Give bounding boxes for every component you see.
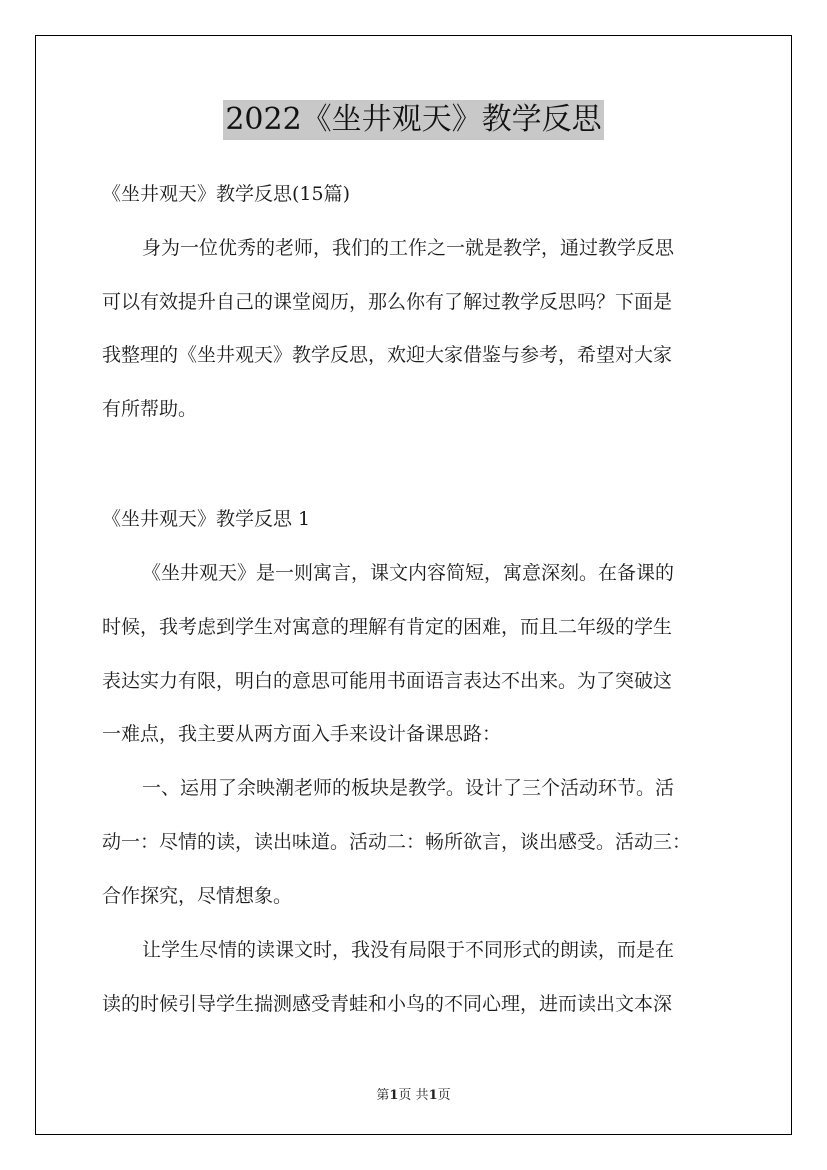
body-line: 时候，我考虑到学生对寓意的理解有肯定的困难，而且二年级的学生 (102, 616, 673, 638)
body-line: 合作探究，尽情想象。 (102, 885, 293, 907)
page-prefix: 第 (376, 1088, 390, 1103)
document-title: 2022《坐井观天》教学反思 (223, 100, 603, 140)
intro-line: 可以有效提升自己的课堂阅历，那么你有了解过教学反思吗？下面是 (102, 291, 673, 313)
body-line: 读的时候引导学生揣测感受青蛙和小鸟的不同心理，进而读出文本深 (102, 993, 673, 1015)
body-line: 一难点，我主要从两方面入手来设计备课思路： (102, 723, 502, 745)
page-total: 1 (428, 1088, 438, 1103)
page-current: 1 (389, 1088, 399, 1103)
body-line: 表达实力有限，明白的意思可能用书面语言表达不出来。为了突破这 (102, 670, 673, 692)
body-line: 动一：尽情的读，读出味道。活动二：畅所欲言，谈出感受。活动三： (102, 831, 692, 853)
body-line: 《坐井观天》是一则寓言，课文内容简短，寓意深刻。在备课的 (142, 562, 675, 584)
page-footer (0, 1084, 827, 1103)
body-line: 让学生尽情的读课文时，我没有局限于不同形式的朗读，而是在 (142, 939, 675, 961)
page-suffix: 页 (437, 1088, 451, 1103)
body-line: 一、运用了余映潮老师的板块是教学。设计了三个活动环节。活 (142, 777, 675, 799)
intro-line: 身为一位优秀的老师，我们的工作之一就是教学，通过教学反思 (142, 237, 675, 259)
section-heading: 《坐井观天》教学反思 1 (102, 508, 311, 530)
page-mid: 页 共 (398, 1088, 429, 1103)
intro-line: 我整理的《坐井观天》教学反思，欢迎大家借鉴与参考，希望对大家 (102, 344, 673, 366)
title-container (0, 100, 827, 140)
document-subtitle: 《坐井观天》教学反思(15篇) (102, 183, 351, 205)
intro-line: 有所帮助。 (102, 398, 198, 420)
